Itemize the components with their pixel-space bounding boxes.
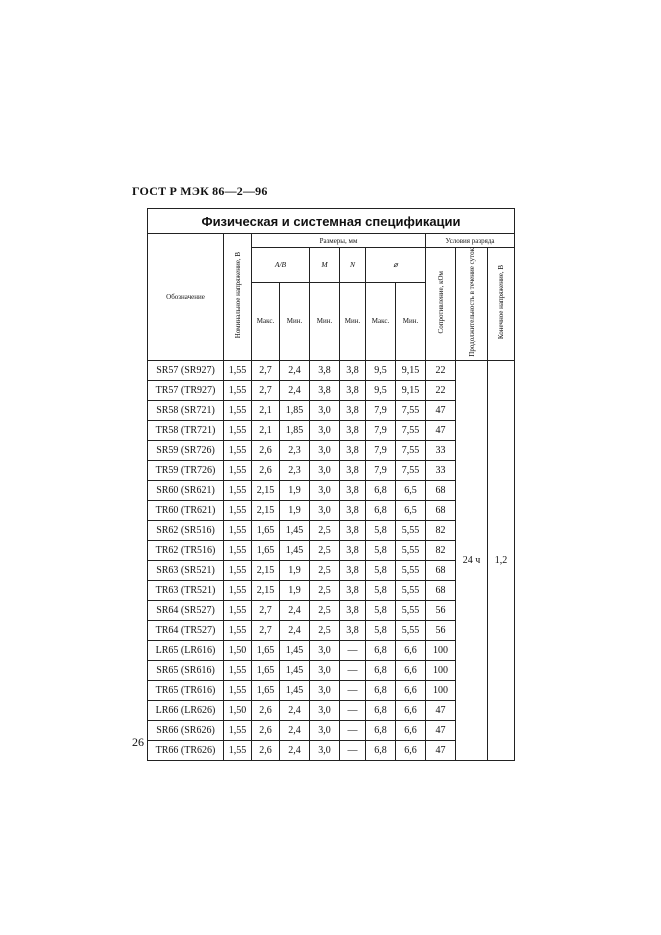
resistance-header: Сопротивление, кОм bbox=[426, 248, 456, 361]
diam-max-cell: 9,5 bbox=[366, 380, 396, 400]
voltage-cell: 1,55 bbox=[224, 600, 252, 620]
ab-max-cell: 2,7 bbox=[252, 620, 280, 640]
voltage-cell: 1,55 bbox=[224, 740, 252, 760]
dimensions-group-header: Размеры, мм bbox=[252, 234, 426, 248]
diam-max-cell: 6,8 bbox=[366, 700, 396, 720]
end-voltage-header: Конечное напряжение, В bbox=[488, 248, 515, 361]
end-voltage-cell: 1,2 bbox=[488, 360, 515, 760]
m-min-cell: 3,0 bbox=[310, 400, 340, 420]
designation-cell: SR57 (SR927) bbox=[148, 360, 224, 380]
resistance-cell: 56 bbox=[426, 600, 456, 620]
n-min-header: Мин. bbox=[340, 282, 366, 360]
voltage-header: Номинальное напряжение, В bbox=[224, 234, 252, 361]
diam-max-cell: 7,9 bbox=[366, 460, 396, 480]
diam-max-cell: 5,8 bbox=[366, 540, 396, 560]
designation-cell: TR59 (TR726) bbox=[148, 460, 224, 480]
diam-max-cell: 6,8 bbox=[366, 680, 396, 700]
diam-max-cell: 6,8 bbox=[366, 480, 396, 500]
m-min-header: Мин. bbox=[310, 282, 340, 360]
n-min-cell: 3,8 bbox=[340, 440, 366, 460]
diam-min-cell: 6,6 bbox=[396, 640, 426, 660]
ab-max-cell: 2,1 bbox=[252, 400, 280, 420]
ab-max-cell: 2,15 bbox=[252, 500, 280, 520]
diam-max-cell: 6,8 bbox=[366, 660, 396, 680]
resistance-cell: 100 bbox=[426, 640, 456, 660]
ab-max-cell: 1,65 bbox=[252, 680, 280, 700]
diam-min-cell: 5,55 bbox=[396, 580, 426, 600]
n-min-cell: — bbox=[340, 700, 366, 720]
designation-cell: TR57 (TR927) bbox=[148, 380, 224, 400]
diam-min-cell: 6,5 bbox=[396, 480, 426, 500]
diam-min-cell: 5,55 bbox=[396, 560, 426, 580]
ab-min-cell: 2,4 bbox=[280, 600, 310, 620]
ab-max-cell: 2,6 bbox=[252, 720, 280, 740]
diam-min-cell: 5,55 bbox=[396, 540, 426, 560]
n-min-cell: 3,8 bbox=[340, 420, 366, 440]
ab-max-cell: 1,65 bbox=[252, 660, 280, 680]
ab-max-header: Макс. bbox=[252, 282, 280, 360]
resistance-cell: 68 bbox=[426, 580, 456, 600]
resistance-cell: 47 bbox=[426, 420, 456, 440]
diam-min-cell: 7,55 bbox=[396, 440, 426, 460]
ab-min-cell: 1,85 bbox=[280, 400, 310, 420]
diam-min-cell: 6,6 bbox=[396, 720, 426, 740]
diam-max-header: Макс. bbox=[366, 282, 396, 360]
ab-min-cell: 1,9 bbox=[280, 580, 310, 600]
duration-cell: 24 ч bbox=[456, 360, 488, 760]
designation-cell: TR58 (TR721) bbox=[148, 420, 224, 440]
designation-cell: TR63 (TR521) bbox=[148, 580, 224, 600]
designation-cell: LR66 (LR626) bbox=[148, 700, 224, 720]
ab-header: A/B bbox=[252, 248, 310, 283]
designation-cell: LR65 (LR616) bbox=[148, 640, 224, 660]
ab-min-cell: 2,4 bbox=[280, 380, 310, 400]
ab-max-cell: 2,7 bbox=[252, 380, 280, 400]
diam-max-cell: 6,8 bbox=[366, 500, 396, 520]
resistance-cell: 33 bbox=[426, 440, 456, 460]
diam-max-cell: 7,9 bbox=[366, 400, 396, 420]
designation-cell: TR64 (TR527) bbox=[148, 620, 224, 640]
m-min-cell: 3,8 bbox=[310, 360, 340, 380]
n-min-cell: 3,8 bbox=[340, 600, 366, 620]
ab-max-cell: 2,6 bbox=[252, 440, 280, 460]
designation-cell: TR65 (TR616) bbox=[148, 680, 224, 700]
n-min-cell: — bbox=[340, 720, 366, 740]
designation-cell: SR64 (SR527) bbox=[148, 600, 224, 620]
voltage-cell: 1,55 bbox=[224, 660, 252, 680]
m-min-cell: 3,0 bbox=[310, 440, 340, 460]
ab-max-cell: 2,15 bbox=[252, 480, 280, 500]
n-min-cell: 3,8 bbox=[340, 360, 366, 380]
resistance-cell: 100 bbox=[426, 680, 456, 700]
designation-header: Обозначение bbox=[148, 234, 224, 361]
diam-max-cell: 5,8 bbox=[366, 600, 396, 620]
document-header: ГОСТ Р МЭК 86—2—96 bbox=[132, 184, 268, 198]
page-number: 26 bbox=[132, 735, 144, 749]
resistance-cell: 82 bbox=[426, 540, 456, 560]
voltage-cell: 1,55 bbox=[224, 580, 252, 600]
ab-min-cell: 1,85 bbox=[280, 420, 310, 440]
table-row bbox=[148, 360, 515, 380]
ab-min-cell: 1,9 bbox=[280, 500, 310, 520]
resistance-cell: 47 bbox=[426, 740, 456, 760]
n-min-cell: 3,8 bbox=[340, 460, 366, 480]
n-min-cell: 3,8 bbox=[340, 520, 366, 540]
diam-min-cell: 7,55 bbox=[396, 460, 426, 480]
ab-max-cell: 2,15 bbox=[252, 580, 280, 600]
resistance-cell: 33 bbox=[426, 460, 456, 480]
m-min-cell: 3,0 bbox=[310, 680, 340, 700]
diam-min-cell: 9,15 bbox=[396, 380, 426, 400]
n-header: N bbox=[340, 248, 366, 283]
designation-cell: SR65 (SR616) bbox=[148, 660, 224, 680]
ab-min-cell: 1,45 bbox=[280, 540, 310, 560]
m-min-cell: 2,5 bbox=[310, 560, 340, 580]
ab-min-cell: 2,4 bbox=[280, 360, 310, 380]
voltage-cell: 1,55 bbox=[224, 540, 252, 560]
n-min-cell: 3,8 bbox=[340, 500, 366, 520]
diam-min-cell: 6,6 bbox=[396, 680, 426, 700]
n-min-cell: — bbox=[340, 660, 366, 680]
designation-cell: SR66 (SR626) bbox=[148, 720, 224, 740]
n-min-cell: 3,8 bbox=[340, 380, 366, 400]
m-header: M bbox=[310, 248, 340, 283]
diam-min-cell: 6,5 bbox=[396, 500, 426, 520]
voltage-cell: 1,55 bbox=[224, 480, 252, 500]
designation-cell: SR60 (SR621) bbox=[148, 480, 224, 500]
diam-min-cell: 9,15 bbox=[396, 360, 426, 380]
voltage-cell: 1,55 bbox=[224, 440, 252, 460]
resistance-cell: 22 bbox=[426, 360, 456, 380]
designation-cell: TR60 (TR621) bbox=[148, 500, 224, 520]
n-min-cell: — bbox=[340, 680, 366, 700]
ab-min-cell: 2,4 bbox=[280, 740, 310, 760]
diam-max-cell: 7,9 bbox=[366, 420, 396, 440]
m-min-cell: 3,0 bbox=[310, 420, 340, 440]
m-min-cell: 3,0 bbox=[310, 640, 340, 660]
n-min-cell: 3,8 bbox=[340, 580, 366, 600]
n-min-cell: 3,8 bbox=[340, 540, 366, 560]
m-min-cell: 3,0 bbox=[310, 480, 340, 500]
ab-max-cell: 2,1 bbox=[252, 420, 280, 440]
m-min-cell: 2,5 bbox=[310, 600, 340, 620]
voltage-cell: 1,55 bbox=[224, 460, 252, 480]
designation-cell: SR58 (SR721) bbox=[148, 400, 224, 420]
m-min-cell: 3,0 bbox=[310, 460, 340, 480]
diam-min-cell: 5,55 bbox=[396, 620, 426, 640]
ab-min-cell: 2,4 bbox=[280, 720, 310, 740]
ab-max-cell: 2,6 bbox=[252, 460, 280, 480]
resistance-cell: 68 bbox=[426, 480, 456, 500]
diam-max-cell: 6,8 bbox=[366, 740, 396, 760]
m-min-cell: 3,0 bbox=[310, 740, 340, 760]
ab-max-cell: 1,65 bbox=[252, 640, 280, 660]
diam-min-cell: 5,55 bbox=[396, 520, 426, 540]
discharge-group-header: Условия разряда bbox=[426, 234, 515, 248]
ab-min-cell: 1,45 bbox=[280, 640, 310, 660]
m-min-cell: 2,5 bbox=[310, 520, 340, 540]
ab-min-cell: 2,3 bbox=[280, 460, 310, 480]
diam-min-cell: 7,55 bbox=[396, 400, 426, 420]
n-min-cell: — bbox=[340, 640, 366, 660]
voltage-cell: 1,55 bbox=[224, 620, 252, 640]
ab-min-cell: 1,45 bbox=[280, 660, 310, 680]
ab-max-cell: 2,7 bbox=[252, 360, 280, 380]
resistance-cell: 82 bbox=[426, 520, 456, 540]
voltage-cell: 1,50 bbox=[224, 700, 252, 720]
voltage-cell: 1,55 bbox=[224, 720, 252, 740]
diam-max-cell: 5,8 bbox=[366, 520, 396, 540]
ab-max-cell: 2,6 bbox=[252, 740, 280, 760]
duration-header: Продолжительность в течение суток bbox=[456, 248, 488, 361]
diam-min-header: Мин. bbox=[396, 282, 426, 360]
diam-max-cell: 6,8 bbox=[366, 720, 396, 740]
voltage-cell: 1,55 bbox=[224, 680, 252, 700]
resistance-cell: 47 bbox=[426, 400, 456, 420]
ab-min-cell: 2,4 bbox=[280, 620, 310, 640]
diam-min-cell: 7,55 bbox=[396, 420, 426, 440]
voltage-cell: 1,55 bbox=[224, 380, 252, 400]
ab-max-cell: 1,65 bbox=[252, 540, 280, 560]
n-min-cell: — bbox=[340, 740, 366, 760]
resistance-cell: 47 bbox=[426, 700, 456, 720]
diam-max-cell: 7,9 bbox=[366, 440, 396, 460]
ab-min-cell: 1,9 bbox=[280, 480, 310, 500]
m-min-cell: 3,0 bbox=[310, 660, 340, 680]
n-min-cell: 3,8 bbox=[340, 620, 366, 640]
diam-min-cell: 6,6 bbox=[396, 700, 426, 720]
diam-min-cell: 5,55 bbox=[396, 600, 426, 620]
resistance-cell: 56 bbox=[426, 620, 456, 640]
n-min-cell: 3,8 bbox=[340, 560, 366, 580]
diam-min-cell: 6,6 bbox=[396, 740, 426, 760]
m-min-cell: 2,5 bbox=[310, 580, 340, 600]
diam-min-cell: 6,6 bbox=[396, 660, 426, 680]
n-min-cell: 3,8 bbox=[340, 400, 366, 420]
table-body bbox=[148, 360, 515, 760]
m-min-cell: 3,8 bbox=[310, 380, 340, 400]
diam-max-cell: 6,8 bbox=[366, 640, 396, 660]
m-min-cell: 3,0 bbox=[310, 700, 340, 720]
ab-max-cell: 2,15 bbox=[252, 560, 280, 580]
ab-min-cell: 1,45 bbox=[280, 520, 310, 540]
resistance-cell: 47 bbox=[426, 720, 456, 740]
m-min-cell: 3,0 bbox=[310, 500, 340, 520]
voltage-cell: 1,50 bbox=[224, 640, 252, 660]
voltage-cell: 1,55 bbox=[224, 500, 252, 520]
n-min-cell: 3,8 bbox=[340, 480, 366, 500]
specification-table bbox=[147, 208, 515, 761]
ab-min-cell: 2,3 bbox=[280, 440, 310, 460]
diam-max-cell: 9,5 bbox=[366, 360, 396, 380]
table-title: Физическая и системная спецификации bbox=[148, 209, 515, 234]
resistance-cell: 68 bbox=[426, 500, 456, 520]
m-min-cell: 2,5 bbox=[310, 540, 340, 560]
resistance-cell: 100 bbox=[426, 660, 456, 680]
diameter-header: ⌀ bbox=[366, 248, 426, 283]
ab-max-cell: 1,65 bbox=[252, 520, 280, 540]
ab-max-cell: 2,6 bbox=[252, 700, 280, 720]
ab-min-header: Мин. bbox=[280, 282, 310, 360]
diam-max-cell: 5,8 bbox=[366, 560, 396, 580]
designation-cell: TR66 (TR626) bbox=[148, 740, 224, 760]
designation-cell: SR62 (SR516) bbox=[148, 520, 224, 540]
designation-cell: SR63 (SR521) bbox=[148, 560, 224, 580]
m-min-cell: 2,5 bbox=[310, 620, 340, 640]
diam-max-cell: 5,8 bbox=[366, 580, 396, 600]
m-min-cell: 3,0 bbox=[310, 720, 340, 740]
voltage-cell: 1,55 bbox=[224, 400, 252, 420]
voltage-cell: 1,55 bbox=[224, 520, 252, 540]
diam-max-cell: 5,8 bbox=[366, 620, 396, 640]
ab-min-cell: 1,45 bbox=[280, 680, 310, 700]
resistance-cell: 68 bbox=[426, 560, 456, 580]
voltage-cell: 1,55 bbox=[224, 560, 252, 580]
designation-cell: TR62 (TR516) bbox=[148, 540, 224, 560]
voltage-cell: 1,55 bbox=[224, 360, 252, 380]
ab-min-cell: 1,9 bbox=[280, 560, 310, 580]
resistance-cell: 22 bbox=[426, 380, 456, 400]
ab-min-cell: 2,4 bbox=[280, 700, 310, 720]
designation-cell: SR59 (SR726) bbox=[148, 440, 224, 460]
ab-max-cell: 2,7 bbox=[252, 600, 280, 620]
voltage-cell: 1,55 bbox=[224, 420, 252, 440]
